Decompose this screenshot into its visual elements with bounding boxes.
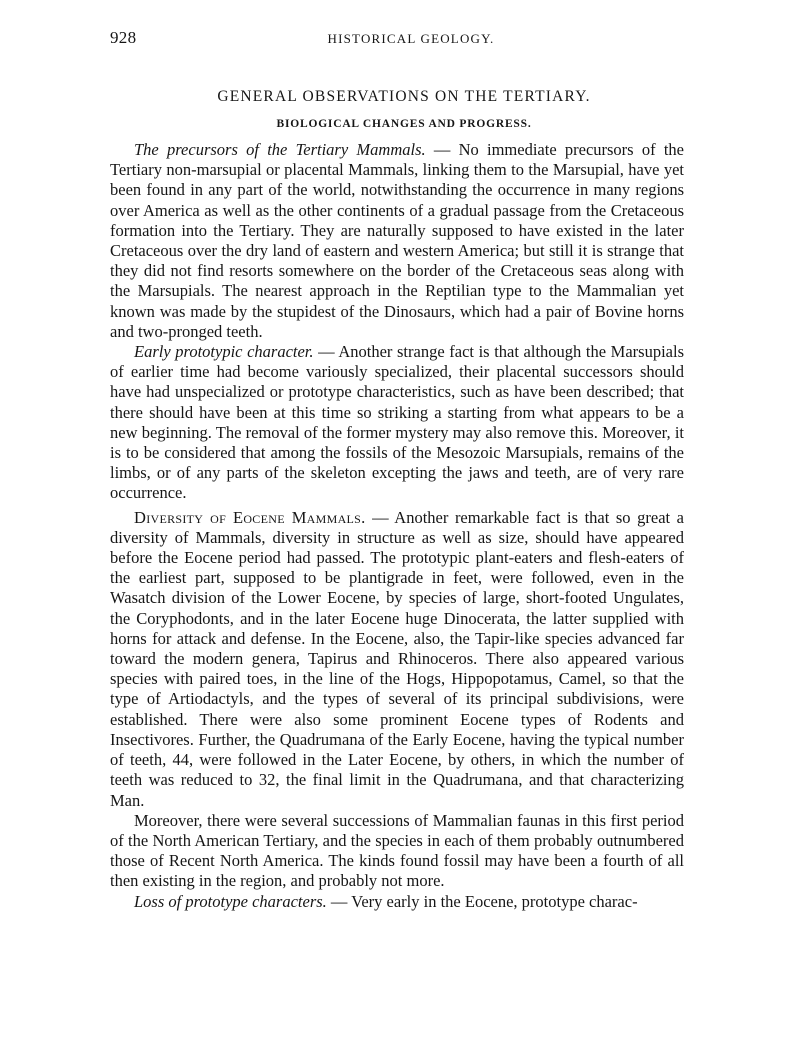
paragraph-lead: Loss of prototype characters.: [134, 891, 327, 911]
paragraph-body: — No immediate precursors of the Tertiary non-marsupial or placental Mammals, linking them to the Marsupial, have yet been found in any part of the world, notwithstanding the occurrence in many regions over America as well as the other continents of a gradual passage from the Cretaceous formation into the Tertiary. They are naturally supposed to have existed in the later Cretaceous over the dry land of eastern and western America; but still it is strange that they did not find resorts somewhere on the border of the Cretaceous seas along with the Marsupials. The nearest approach in the Reptilian type to the Mammalian yet known was made by the stupidest of the Dinosaurs, which had a pair of Bovine horns and two-pronged teeth.: [110, 140, 684, 341]
paragraph-diversity: [110, 508, 684, 811]
page-header: [110, 28, 684, 52]
subsection-title: BIOLOGICAL CHANGES AND PROGRESS.: [276, 118, 532, 130]
running-head: HISTORICAL GEOLOGY.: [327, 31, 495, 46]
paragraph-loss-of-prototype: [110, 892, 684, 912]
paragraph-body: — Another remarkable fact is that so great a diversity of Mammals, diversity in structure as well as size, should have appeared before the Eocene period had passed. The prototypic plant-eaters and flesh-eaters of the earliest part, supposed to be plantigrade in feet, were followed, even in the Wasatch division of the Lower Eocene, by species of large, short-footed Ungulates, the Coryphodonts, and in the later Eocene huge Dinocerata, the latter supplied with horns for attack and defense. In the Eocene, also, the Tapir-like species advanced far toward the modern genera, Tapirus and Rhinoceros. There also appeared various species with paired toes, in the line of the Hogs, Hippopotamus, Camel, so that the type of Artiodactyls, and the types of several of its principal subdivisions, were established. There were also some prominent Eocene types of Rodents and Insectivores. Further, the Quadrumana of the Early Eocene, having the typical number of teeth, 44, were followed in the Later Eocene, by others, in which the number of teeth was reduced to 32, the final limit in the Quadrumana, and that characterizing Man.: [110, 507, 684, 810]
paragraph-early-prototypic: [110, 342, 684, 504]
document-page: [110, 28, 684, 912]
paragraph-body: Moreover, there were several successions of Mammalian faunas in this first period of the North American Tertiary, and the species in each of them probably outnumbered those of Recent North America. The kinds found fossil may have been a fourth of all then existing in the region, and probably not more.: [110, 810, 684, 891]
paragraph-lead: Diversity of Eocene Mammals.: [134, 507, 366, 527]
section-title: GENERAL OBSERVATIONS ON THE TERTIARY.: [217, 88, 591, 105]
paragraph-lead: The precursors of the Tertiary Mammals.: [134, 140, 426, 159]
paragraph-lead: Early prototypic character.: [134, 342, 314, 362]
paragraph-precursors: [110, 140, 684, 342]
paragraph-successions: [110, 811, 684, 892]
paragraph-body: — Another strange fact is that although the Marsupials of earlier time had become variously specialized, their placental successors should have had unspecialized or prototype characteristics, such as have been described; that there should have been at this time so striking a starting from what appears to be a new beginning. The removal of the former mystery may also remove this. Moreover, it is to be considered that among the fossils of the Mesozoic Marsupials, remains of the limbs, or of any parts of the skeleton excepting the jaws and teeth, are of very rare occurrence.: [110, 342, 684, 503]
page-number: 928: [110, 28, 137, 47]
paragraph-body: — Very early in the Eocene, prototype charac-: [326, 891, 638, 911]
